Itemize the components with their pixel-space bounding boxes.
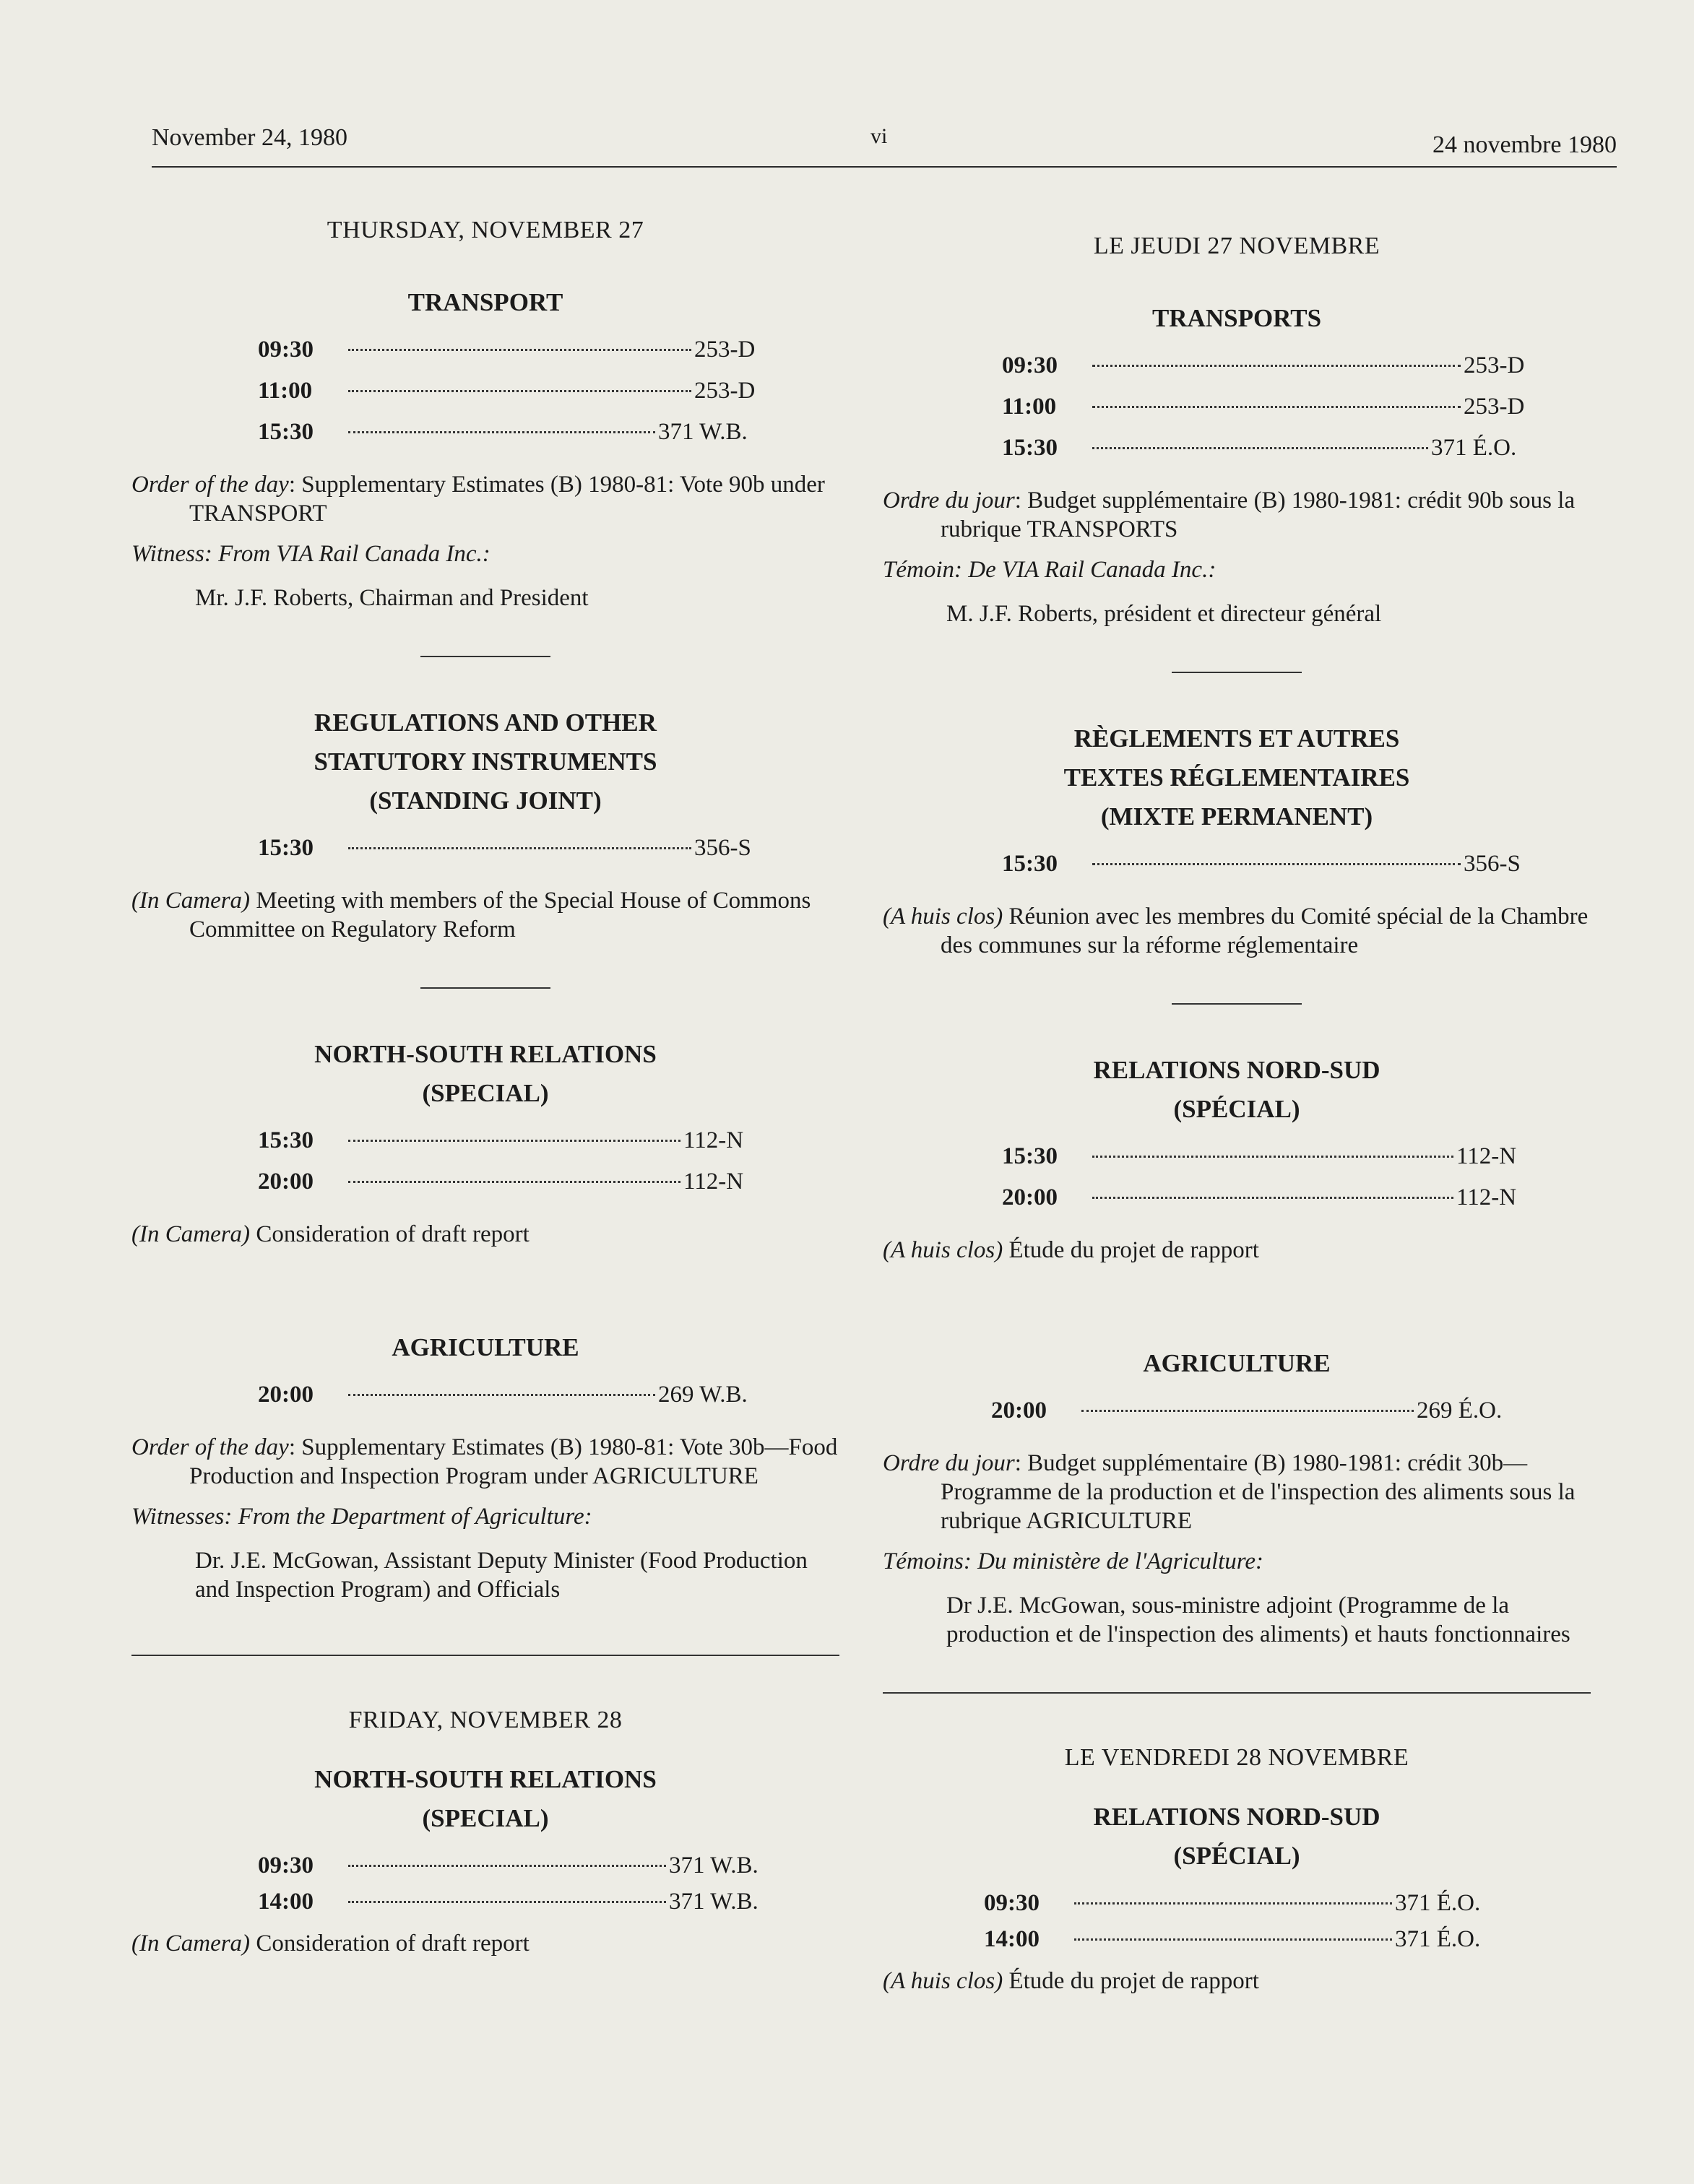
meeting-row: 15:30 112-N <box>258 1127 744 1153</box>
committee-title: NORTH-SOUTH RELATIONS (SPECIAL) <box>314 1040 657 1107</box>
english-column <box>131 217 839 1958</box>
meeting-note: (A huis clos) Étude du projet de rapport <box>883 1237 1259 1263</box>
meeting-note: (In Camera) Consideration of draft report <box>131 1221 530 1247</box>
witness-name: M. J.F. Roberts, président et directeur général <box>946 601 1382 627</box>
order-of-day: Ordre du jour: Budget supplémentaire (B) 1980-1981: crédit 30b—Programme de la production et de l'inspection des aliments sous la rubrique AGRICULTURE <box>883 1450 1576 1534</box>
meeting-row: 15:30 356-S <box>1002 851 1521 877</box>
meeting-row: 09:30 371 É.O. <box>984 1890 1481 1916</box>
witness-label: Witness: From VIA Rail Canada Inc.: <box>131 541 491 567</box>
meeting-row: 15:30 356-S <box>258 835 751 861</box>
meeting-times <box>131 1852 839 1925</box>
header-date-fr: 24 novembre 1980 <box>1432 131 1617 158</box>
committee-title: TRANSPORT <box>407 288 563 316</box>
witness-label: Témoins: Du ministère de l'Agriculture: <box>883 1548 1264 1574</box>
committee-transports <box>883 299 1591 628</box>
page-number: vi <box>870 124 888 148</box>
meeting-row: 20:00 269 É.O. <box>991 1398 1503 1424</box>
meeting-times <box>131 835 839 876</box>
meeting-times <box>883 851 1591 892</box>
witness-name: Dr J.E. McGowan, sous-ministre adjoint (Programme de la production et de l'inspection des aliments) et hauts fonctionnaires <box>946 1592 1570 1647</box>
meeting-note: (In Camera) Meeting with members of the Special House of Commons Committee on Regulatory Reform <box>131 888 811 942</box>
committee-agriculture <box>131 1328 839 1604</box>
meeting-note: (In Camera) Consideration of draft report <box>131 1930 530 1956</box>
committee-north-south-friday <box>131 1760 839 1958</box>
committee-agriculture-fr <box>883 1344 1591 1649</box>
committee-title: REGULATIONS AND OTHER STATUTORY INSTRUMENTS (STANDING JOINT) <box>314 708 657 815</box>
section-divider <box>1172 672 1302 673</box>
meeting-row: 15:30 112-N <box>1002 1143 1517 1169</box>
day-divider <box>883 1692 1591 1694</box>
committee-relations-nord-sud <box>883 1051 1591 1265</box>
witness-label: Témoin: De VIA Rail Canada Inc.: <box>883 557 1217 583</box>
meeting-times <box>883 1890 1591 1962</box>
committee-title: RELATIONS NORD-SUD (SPÉCIAL) <box>1093 1803 1380 1870</box>
page-header <box>152 121 1617 168</box>
meeting-times <box>131 337 839 460</box>
meeting-row: 15:30 371 W.B. <box>258 419 748 445</box>
witness-name: Dr. J.E. McGowan, Assistant Deputy Minister (Food Production and Inspection Program) and Officials <box>195 1548 808 1603</box>
day-heading: FRIDAY, NOVEMBER 28 <box>348 1707 623 1733</box>
meeting-row: 09:30 253-D <box>258 337 756 363</box>
committee-title: RÈGLEMENTS ET AUTRES TEXTES RÉGLEMENTAIRES (MIXTE PERMANENT) <box>1063 724 1410 831</box>
witness-name: Mr. J.F. Roberts, Chairman and President <box>195 585 589 611</box>
meeting-row: 11:00 253-D <box>1002 394 1525 420</box>
committee-relations-nord-sud-friday <box>883 1798 1591 1996</box>
committee-transport <box>131 283 839 612</box>
meeting-row: 09:30 371 W.B. <box>258 1852 759 1878</box>
order-of-day: Ordre du jour: Budget supplémentaire (B) 1980-1981: crédit 90b sous la rubrique TRANSPORTS <box>883 488 1576 542</box>
meeting-times <box>883 352 1591 476</box>
meeting-note: (A huis clos) Étude du projet de rapport <box>883 1968 1259 1994</box>
witness-label: Witnesses: From the Department of Agriculture: <box>131 1504 592 1530</box>
meeting-row: 20:00 269 W.B. <box>258 1382 748 1408</box>
meeting-row: 15:30 371 É.O. <box>1002 435 1517 461</box>
meeting-row: 14:00 371 É.O. <box>984 1926 1481 1952</box>
committee-regulations <box>131 703 839 944</box>
meeting-row: 20:00 112-N <box>1002 1184 1517 1210</box>
order-of-day: Order of the day: Supplementary Estimates (B) 1980-81: Vote 30b—Food Production and Inspection Program under AGRICULTURE <box>131 1434 838 1489</box>
committee-title: RELATIONS NORD-SUD (SPÉCIAL) <box>1093 1056 1380 1123</box>
meeting-times <box>883 1143 1591 1226</box>
day-heading: LE JEUDI 27 NOVEMBRE <box>1093 233 1380 259</box>
french-column <box>883 233 1591 1996</box>
order-of-day: Order of the day: Supplementary Estimates (B) 1980-81: Vote 90b under TRANSPORT <box>131 472 825 526</box>
committee-reglements <box>883 719 1591 960</box>
day-divider <box>131 1655 839 1656</box>
meeting-row: 20:00 112-N <box>258 1169 744 1195</box>
meeting-times <box>883 1398 1591 1439</box>
committee-title: NORTH-SOUTH RELATIONS (SPECIAL) <box>314 1765 657 1832</box>
header-date-en: November 24, 1980 <box>152 124 348 151</box>
section-divider <box>420 987 550 989</box>
meeting-row: 09:30 253-D <box>1002 352 1525 378</box>
committee-north-south <box>131 1035 839 1249</box>
day-heading: LE VENDREDI 28 NOVEMBRE <box>1064 1744 1409 1771</box>
meeting-row: 11:00 253-D <box>258 378 756 404</box>
meeting-row: 14:00 371 W.B. <box>258 1889 759 1915</box>
committee-title: TRANSPORTS <box>1151 304 1322 332</box>
section-divider <box>1172 1003 1302 1005</box>
committee-title: AGRICULTURE <box>392 1333 579 1361</box>
committee-title: AGRICULTURE <box>1143 1349 1331 1377</box>
section-divider <box>420 656 550 657</box>
meeting-times <box>131 1382 839 1423</box>
meeting-note: (A huis clos) Réunion avec les membres du Comité spécial de la Chambre des communes sur la réforme réglementaire <box>883 904 1589 958</box>
day-heading: THURSDAY, NOVEMBER 27 <box>327 217 644 243</box>
meeting-times <box>131 1127 839 1210</box>
